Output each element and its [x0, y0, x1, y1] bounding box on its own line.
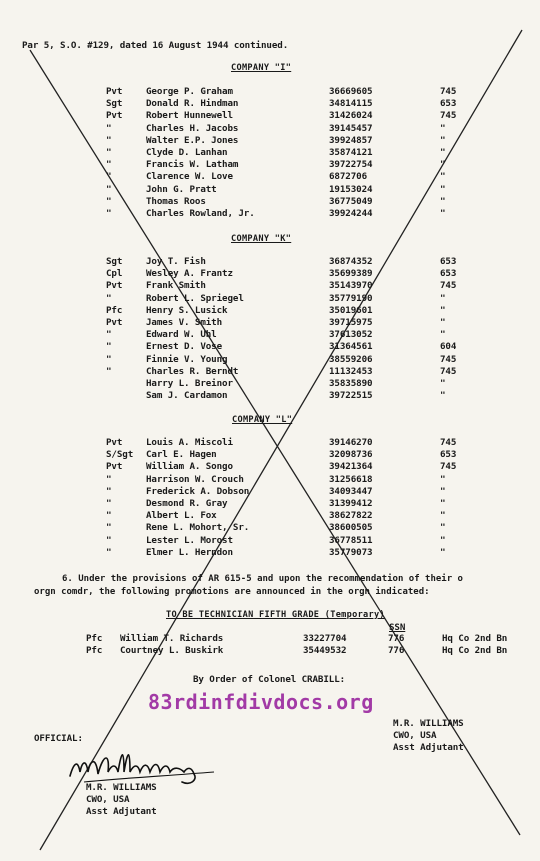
serial-cell: 38627822	[329, 510, 373, 522]
watermark-text: 83rdinfdivdocs.org	[148, 690, 374, 714]
mos-cell: "	[440, 122, 446, 134]
mos-cell: 745	[440, 365, 457, 377]
name-cell: Frederick A. Dobson	[146, 485, 250, 497]
company-l-title: COMPANY "L"	[232, 415, 293, 425]
serial-cell: 36775049	[329, 195, 373, 207]
rank-cell: "	[106, 365, 112, 377]
serial-cell: 39924857	[329, 134, 373, 146]
serial-cell: 36778511	[329, 534, 373, 546]
mos-cell: "	[440, 183, 446, 195]
rank-cell: "	[106, 473, 112, 485]
name-cell: Charles R. Berndt	[146, 365, 239, 377]
mos-cell: "	[440, 159, 446, 171]
name-cell: Desmond R. Gray	[146, 498, 228, 509]
rank-cell: "	[106, 183, 112, 195]
rank-cell: "	[106, 546, 112, 558]
mos-cell: "	[440, 498, 446, 509]
name-cell: George P. Graham	[146, 86, 233, 97]
right-sig-rank: CWO, USA	[393, 730, 437, 741]
rank-cell: Pvt	[106, 86, 123, 97]
rank-cell: "	[106, 195, 112, 207]
serial-cell: 39146270	[329, 437, 373, 448]
name-cell: Charles Rowland, Jr.	[146, 208, 255, 219]
name-cell: Sam J. Cardamon	[146, 390, 228, 402]
serial-cell: 39924244	[329, 208, 373, 219]
name-cell: Rene L. Mohort, Sr.	[146, 522, 250, 534]
rank-cell: "	[106, 510, 112, 522]
name-cell: Edward W. Uhl	[146, 329, 217, 341]
mos-cell: 745	[440, 280, 457, 292]
mos-cell: "	[440, 510, 446, 522]
serial-cell: 38559206	[329, 353, 373, 365]
serial-cell: 11132453	[329, 365, 373, 377]
header-line: Par 5, S.O. #129, dated 16 August 1944 continued.	[22, 40, 289, 51]
name-cell: Harry L. Breinor	[146, 378, 233, 389]
rank-cell: Sgt	[106, 256, 123, 267]
promo-rank: Pfc	[86, 645, 103, 656]
mos-cell: "	[440, 546, 446, 558]
rank-cell: "	[106, 485, 112, 497]
left-sig-title: Asst Adjutant	[86, 806, 157, 817]
mos-cell: "	[440, 134, 446, 146]
rank-cell: Pvt	[106, 461, 123, 473]
rank-cell: "	[106, 171, 112, 183]
serial-cell: 19153024	[329, 183, 373, 195]
ssn-label: SSN	[389, 622, 406, 633]
name-cell: William A. Songo	[146, 461, 233, 473]
promo-org: Hq Co 2nd Bn	[442, 645, 508, 656]
mos-cell: 745	[440, 353, 457, 365]
promo-ssn: 776	[388, 633, 405, 644]
serial-cell: 37613052	[329, 329, 373, 341]
name-cell: Charles H. Jacobs	[146, 122, 239, 134]
serial-cell: 35143970	[329, 280, 373, 292]
company-k-title: COMPANY "K"	[231, 234, 292, 244]
serial-cell: 39145457	[329, 122, 373, 134]
mos-cell: 745	[440, 437, 457, 448]
mos-cell: "	[440, 485, 446, 497]
rank-cell: "	[106, 134, 112, 146]
name-cell: Elmer L. Herndon	[146, 546, 233, 558]
rank-cell: "	[106, 534, 112, 546]
promo-ssn: 776	[388, 645, 405, 656]
mos-cell: 745	[440, 461, 457, 473]
serial-cell: 35699389	[329, 268, 373, 280]
name-cell: Clyde D. Lanhan	[146, 147, 228, 158]
mos-cell: "	[440, 522, 446, 534]
rank-cell: Pvt	[106, 317, 123, 328]
promo-name: William T. Richards	[120, 633, 224, 644]
name-cell: James V. Smith	[146, 317, 223, 328]
name-cell: Robert L. Spriegel	[146, 292, 244, 304]
right-sig-name: M.R. WILLIAMS	[393, 718, 464, 729]
serial-cell: 39421364	[329, 461, 373, 473]
mos-cell: "	[440, 171, 446, 183]
name-cell: Finnie V. Young	[146, 353, 228, 365]
left-sig-rank: CWO, USA	[86, 794, 130, 805]
para6-line2: orgn comdr, the following promotions are announced in the orgn indicated:	[34, 587, 430, 597]
rank-cell: Pvt	[106, 110, 123, 122]
name-cell: Louis A. Miscoli	[146, 437, 233, 448]
serial-cell: 31426024	[329, 110, 373, 122]
mos-cell: 745	[440, 110, 457, 122]
name-cell: Lester L. Morost	[146, 534, 233, 546]
name-cell: Wesley A. Frantz	[146, 268, 233, 280]
serial-cell: 34093447	[329, 485, 373, 497]
name-cell: Donald R. Hindman	[146, 98, 239, 110]
serial-cell: 35779073	[329, 546, 373, 558]
mos-cell: "	[440, 534, 446, 546]
mos-cell: 653	[440, 256, 457, 267]
rank-cell: "	[106, 122, 112, 134]
rank-cell: "	[106, 147, 112, 158]
name-cell: Carl E. Hagen	[146, 449, 217, 461]
name-cell: Clarence W. Love	[146, 171, 233, 183]
rank-cell: "	[106, 329, 112, 341]
mos-cell: "	[440, 195, 446, 207]
rank-cell: Cpl	[106, 268, 123, 280]
mos-cell: 653	[440, 449, 457, 461]
rank-cell: Pfc	[106, 304, 123, 316]
mos-cell: "	[440, 317, 446, 328]
serial-cell: 6872706	[329, 171, 368, 183]
rank-cell: S/Sgt	[106, 449, 134, 461]
left-sig-name: M.R. WILLIAMS	[86, 782, 157, 793]
by-order-line: By Order of Colonel CRABILL:	[193, 674, 346, 685]
mos-cell: "	[440, 292, 446, 304]
serial-cell: 39715975	[329, 317, 373, 328]
rank-cell: Pvt	[106, 280, 123, 292]
mos-cell: 653	[440, 268, 457, 280]
name-cell: Albert L. Fox	[146, 510, 217, 522]
serial-cell: 36874352	[329, 256, 373, 267]
serial-cell: 39722754	[329, 159, 373, 171]
rank-cell: "	[106, 159, 112, 171]
mos-cell: "	[440, 304, 446, 316]
name-cell: Robert Hunnewell	[146, 110, 233, 122]
rank-cell: "	[106, 292, 112, 304]
rank-cell: "	[106, 353, 112, 365]
serial-cell: 34814115	[329, 98, 373, 110]
serial-cell: 39722515	[329, 390, 373, 402]
name-cell: Harrison W. Crouch	[146, 473, 244, 485]
serial-cell: 35874121	[329, 147, 373, 158]
mos-cell: "	[440, 473, 446, 485]
official-label: OFFICIAL:	[34, 733, 83, 744]
mos-cell: "	[440, 378, 446, 389]
rank-cell: "	[106, 208, 112, 219]
mos-cell: "	[440, 147, 446, 158]
mos-cell: 604	[440, 341, 457, 353]
promo-name: Courtney L. Buskirk	[120, 645, 224, 656]
promo-org: Hq Co 2nd Bn	[442, 633, 508, 644]
company-i-title: COMPANY "I"	[231, 63, 292, 73]
name-cell: John G. Pratt	[146, 183, 217, 195]
mos-cell: 653	[440, 98, 457, 110]
serial-cell: 36669605	[329, 86, 373, 97]
rank-cell: "	[106, 341, 112, 353]
name-cell: Joy T. Fish	[146, 256, 206, 267]
promo-serial: 35449532	[303, 645, 347, 656]
rank-cell: Sgt	[106, 98, 123, 110]
serial-cell: 35779190	[329, 292, 373, 304]
mos-cell: "	[440, 390, 446, 402]
para6-line1: 6. Under the provisions of AR 615-5 and upon the recommendation of their o	[62, 574, 463, 584]
serial-cell: 35019601	[329, 304, 373, 316]
serial-cell: 38600505	[329, 522, 373, 534]
mos-cell: 745	[440, 86, 457, 97]
name-cell: Frank Smith	[146, 280, 206, 292]
mos-cell: "	[440, 208, 446, 219]
promo-serial: 33227704	[303, 633, 347, 644]
name-cell: Ernest D. Vose	[146, 341, 223, 353]
serial-cell: 32098736	[329, 449, 373, 461]
rank-cell: "	[106, 522, 112, 534]
name-cell: Francis W. Latham	[146, 159, 239, 171]
serial-cell: 35835890	[329, 378, 373, 389]
rank-cell: Pvt	[106, 437, 123, 448]
serial-cell: 31256618	[329, 473, 373, 485]
name-cell: Thomas Roos	[146, 195, 206, 207]
promo-rank: Pfc	[86, 633, 103, 644]
right-sig-title: Asst Adjutant	[393, 742, 464, 753]
name-cell: Henry S. Lusick	[146, 304, 228, 316]
mos-cell: "	[440, 329, 446, 341]
name-cell: Walter E.P. Jones	[146, 134, 239, 146]
rank-cell: "	[106, 498, 112, 509]
promotion-header: TO BE TECHNICIAN FIFTH GRADE (Temporary)	[166, 610, 385, 620]
serial-cell: 31399412	[329, 498, 373, 509]
serial-cell: 31364561	[329, 341, 373, 353]
